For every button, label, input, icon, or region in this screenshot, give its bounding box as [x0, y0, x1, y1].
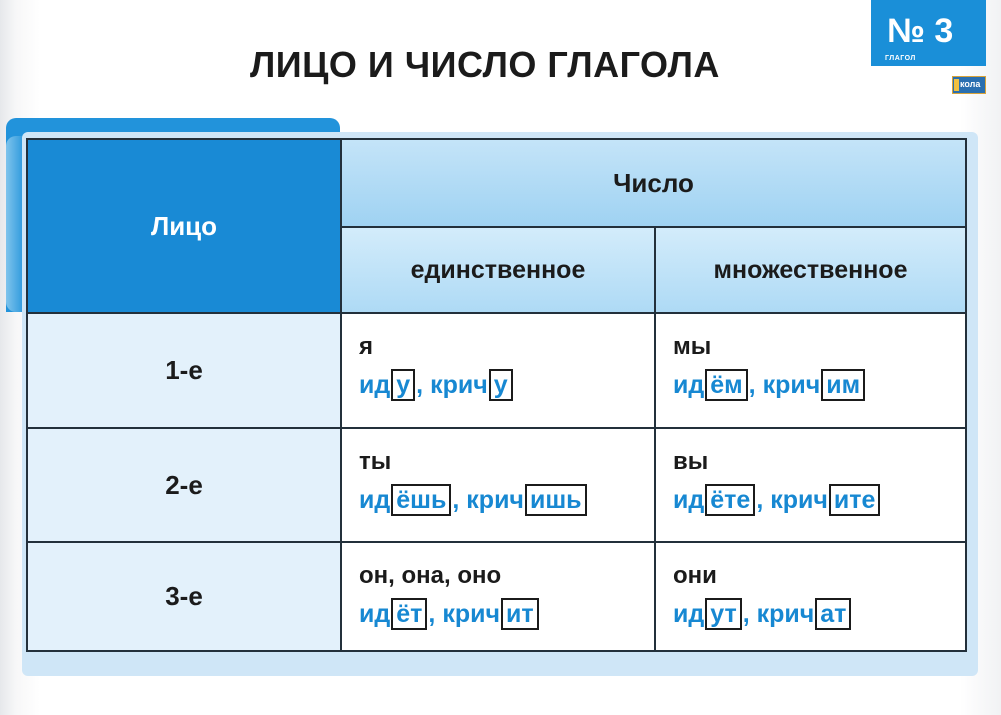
verb-forms [359, 368, 654, 402]
plural-cell-second [654, 427, 965, 541]
verb-stem: ид [359, 486, 391, 514]
separator: , [756, 486, 771, 514]
verb-ending: ём [705, 369, 747, 401]
person-column-header: Лицо [28, 140, 340, 312]
pronoun: он, она, оно [359, 562, 502, 589]
verb-stem: крич [756, 600, 815, 628]
person-label-third: 3-е [28, 541, 340, 650]
verb-stem: ид [673, 600, 705, 628]
verb-forms [673, 483, 965, 517]
singular-column-header: единственное [340, 226, 654, 312]
publisher-logo [952, 76, 986, 94]
person-label-second: 2-е [28, 427, 340, 541]
pronoun: вы [673, 448, 709, 475]
separator: , [428, 600, 443, 628]
verb-stem: крич [466, 486, 524, 514]
page-title: ЛИЦО И ЧИСЛО ГЛАГОЛА [250, 44, 720, 85]
verb-stem: ид [359, 371, 391, 399]
pronoun: я [359, 333, 374, 360]
verb-stem: крич [762, 371, 821, 399]
verb-ending: ёт [391, 598, 427, 630]
pronoun: они [673, 562, 717, 589]
badge-subtitle: ГЛАГОЛ [885, 55, 916, 62]
verb-ending: у [391, 369, 415, 401]
person-label-first: 1-е [28, 312, 340, 427]
verb-ending: ит [501, 598, 539, 630]
singular-cell-first [340, 312, 654, 427]
verb-stem: крич [430, 371, 488, 399]
singular-cell-second [340, 427, 654, 541]
badge-number: № 3 [887, 12, 954, 50]
verb-stem: крич [442, 600, 500, 628]
number-column-header: Число [340, 140, 965, 226]
singular-cell-third [340, 541, 654, 650]
verb-stem: ид [673, 486, 705, 514]
pronoun: мы [673, 333, 712, 360]
verb-stem: ид [673, 371, 705, 399]
plural-column-header: множественное [654, 226, 965, 312]
verb-ending: ёшь [391, 484, 451, 516]
verb-forms [359, 597, 654, 631]
separator: , [416, 371, 431, 399]
verb-forms [673, 368, 965, 402]
verb-forms [359, 483, 654, 517]
separator: , [748, 371, 763, 399]
logo-text: кола [960, 79, 981, 89]
pronoun: ты [359, 448, 392, 475]
verb-stem: крич [770, 486, 828, 514]
separator: , [452, 486, 467, 514]
separator: , [742, 600, 757, 628]
verb-ending: ишь [525, 484, 587, 516]
logo-mark-icon [954, 79, 959, 91]
plural-cell-first [654, 312, 965, 427]
verb-ending: ите [829, 484, 881, 516]
verb-ending: ут [705, 598, 741, 630]
verb-forms [673, 597, 965, 631]
verb-ending: им [821, 369, 865, 401]
conjugation-table [26, 138, 967, 652]
number-badge [871, 0, 986, 66]
verb-ending: ат [815, 598, 851, 630]
verb-ending: ёте [705, 484, 755, 516]
verb-ending: у [489, 369, 513, 401]
plural-cell-third [654, 541, 965, 650]
verb-stem: ид [359, 600, 391, 628]
